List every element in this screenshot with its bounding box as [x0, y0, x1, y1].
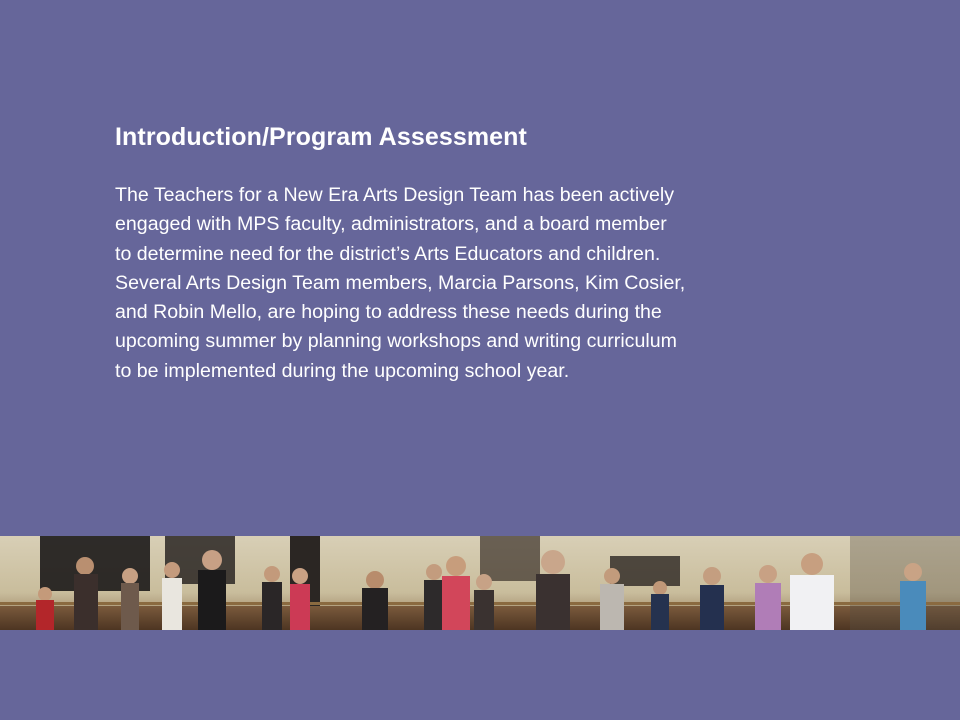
body-line: and Robin Mello, are hoping to address these needs during the — [115, 301, 662, 324]
dance-class-photo — [0, 536, 960, 630]
body-line: to determine need for the district’s Arts Educators and children. — [115, 242, 661, 265]
slide-title: Introduction/Program Assessment — [115, 123, 527, 151]
body-line: engaged with MPS faculty, administrators, and a board member — [115, 213, 667, 236]
body-line: The Teachers for a New Era Arts Design Team has been actively — [115, 184, 675, 206]
dance-class-illustration — [0, 536, 960, 630]
body-paragraph — [115, 181, 835, 386]
body-line: upcoming summer by planning workshops and writing curriculum — [115, 330, 677, 353]
body-line: Several Arts Design Team members, Marcia Parsons, Kim Cosier, — [115, 271, 686, 294]
body-line: to be implemented during the upcoming school year. — [115, 359, 570, 382]
